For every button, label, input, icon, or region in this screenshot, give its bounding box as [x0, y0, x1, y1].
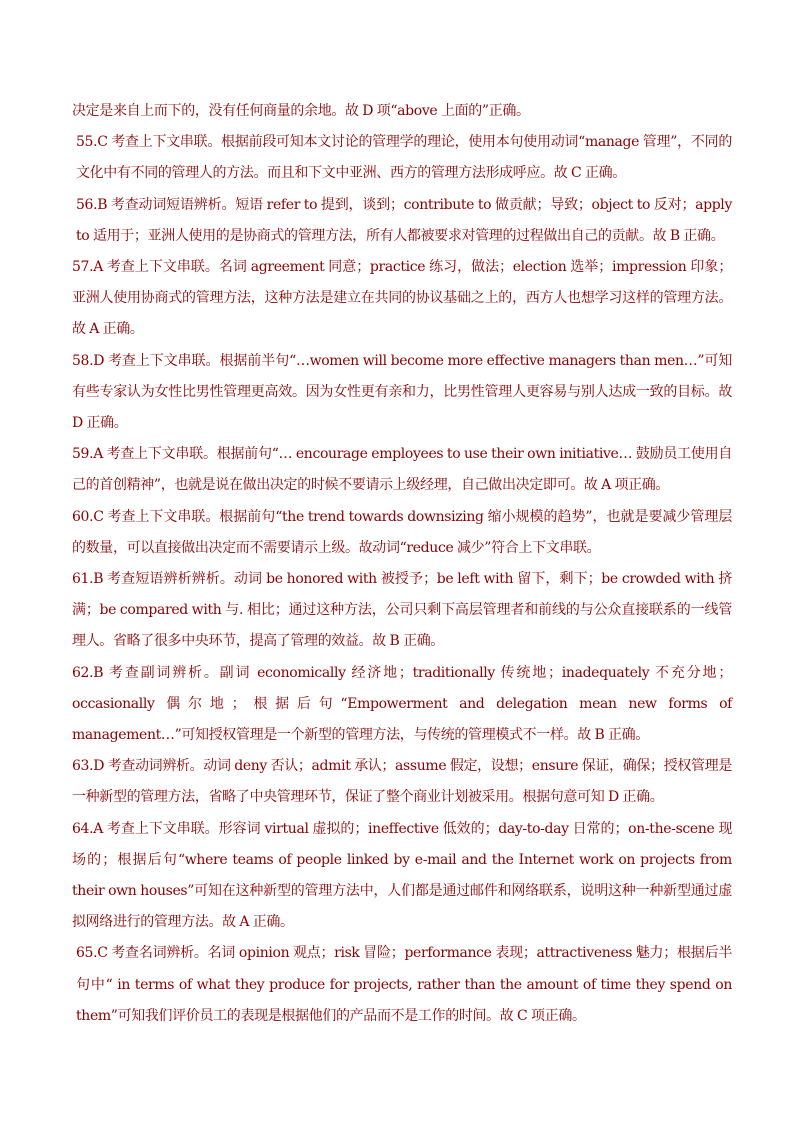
paragraph-q58: 58.D 考查上下文串联。根据前半句“…women will become more effective managers than men…”可知有些专家认为女性比男性管理更高效。因为女性更有亲和力，比男性管理人更容易与别人达成一致的目标。故 D 正确。 [72, 352, 732, 432]
paragraph-q61: 61.B 考查短语辨析辨析。动词 be honored with 被授予；be left with 留下，剩下；be crowded with 挤满；be compared with 与. 相比；通过这种方法，公司只剩下高层管理者和前线的与公众直接联系的一线管理人。省略了很多中央环节，提高了管理的效益。故 B 正确。 [72, 571, 732, 650]
paragraph-q62: 62.B 考查副词辨析。副词 economically 经济地；traditionally 传统地；inadequately 不充分地；occasionally 偶尔地；根据后句“Empowerment and delegation mean new forms of management…”可知授权管理是一个新型的管理方法，与传统的管理模式不一样。故 B 正确。 [72, 664, 732, 744]
paragraph-q63: 63.D 考查动词辨析。动词 deny 否认；admit 承认；assume 假定，设想；ensure 保证，确保；授权管理是一种新型的管理方法，省略了中央管理环节，保证了整个商业计划被采用。根据句意可知 D 正确。 [72, 758, 732, 806]
paragraph-q60: 60.C 考查上下文串联。根据前句“the trend towards downsizing 缩小规模的趋势”，也就是要减少管理层的数量，可以直接做出决定而不需要请示上级。故动词“reduce 减少”符合上下文串联。 [72, 508, 732, 556]
paragraph-q59: 59.A 考查上下文串联。根据前句“… encourage employees to use their own initiative… 鼓励员工使用自己的首创精神”，也就是说在做出决定的时候不要请示上级经理，自己做出决定即可。故 A 项正确。 [72, 446, 732, 494]
paragraph-q56: 56.B 考查动词短语辨析。短语 refer to 提到，谈到；contribute to 做贡献；导致；object to 反对；apply to 适用于；亚洲人使用的是协商式的管理方法，所有人都被要求对管理的过程做出自己的贡献。故 B 正确。 [76, 196, 732, 244]
answer-explanations [72, 96, 732, 1032]
paragraph-q64: 64.A 考查上下文串联。形容词 virtual 虚拟的；ineffective 低效的；day-to-day 日常的；on-the-scene 现场的；根据后句“where teams of people linked by e-mail and the Internet work on projects from their own houses”可知在这种新型的管理方法中，人们都是通过邮件和网络联系，说明这种一种新型通过虚拟网络进行的管理方法。故 A 正确。 [72, 820, 732, 931]
paragraph-q57: 57.A 考查上下文串联。名词 agreement 同意；practice 练习，做法；election 选举；impression 印象；亚洲人使用协商式的管理方法，这种方法是建立在共同的协议基础之上的，西方人也想学习这样的管理方法。故 A 正确。 [72, 259, 732, 338]
paragraph-q65: 65.C 考查名词辨析。名词 opinion 观点；risk 冒险；performance 表现；attractiveness 魅力；根据后半句中“ in terms of what they produce for projects, rather than the amount of time they spend on them”可知我们评价员工的表现是根据他们的产品而不是工作的时间。故 C 项正确。 [76, 945, 732, 1024]
paragraph-continuation: 决定是来自上而下的，没有任何商量的余地。故 D 项“above 上面的”正确。 [72, 103, 530, 119]
paragraph-q55: 55.C 考查上下文串联。根据前段可知本文讨论的管理学的理论，使用本句使用动词“manage 管理”，不同的文化中有不同的管理人的方法。而且和下文中亚洲、西方的管理方法形成呼应。故 C 正确。 [76, 134, 732, 182]
